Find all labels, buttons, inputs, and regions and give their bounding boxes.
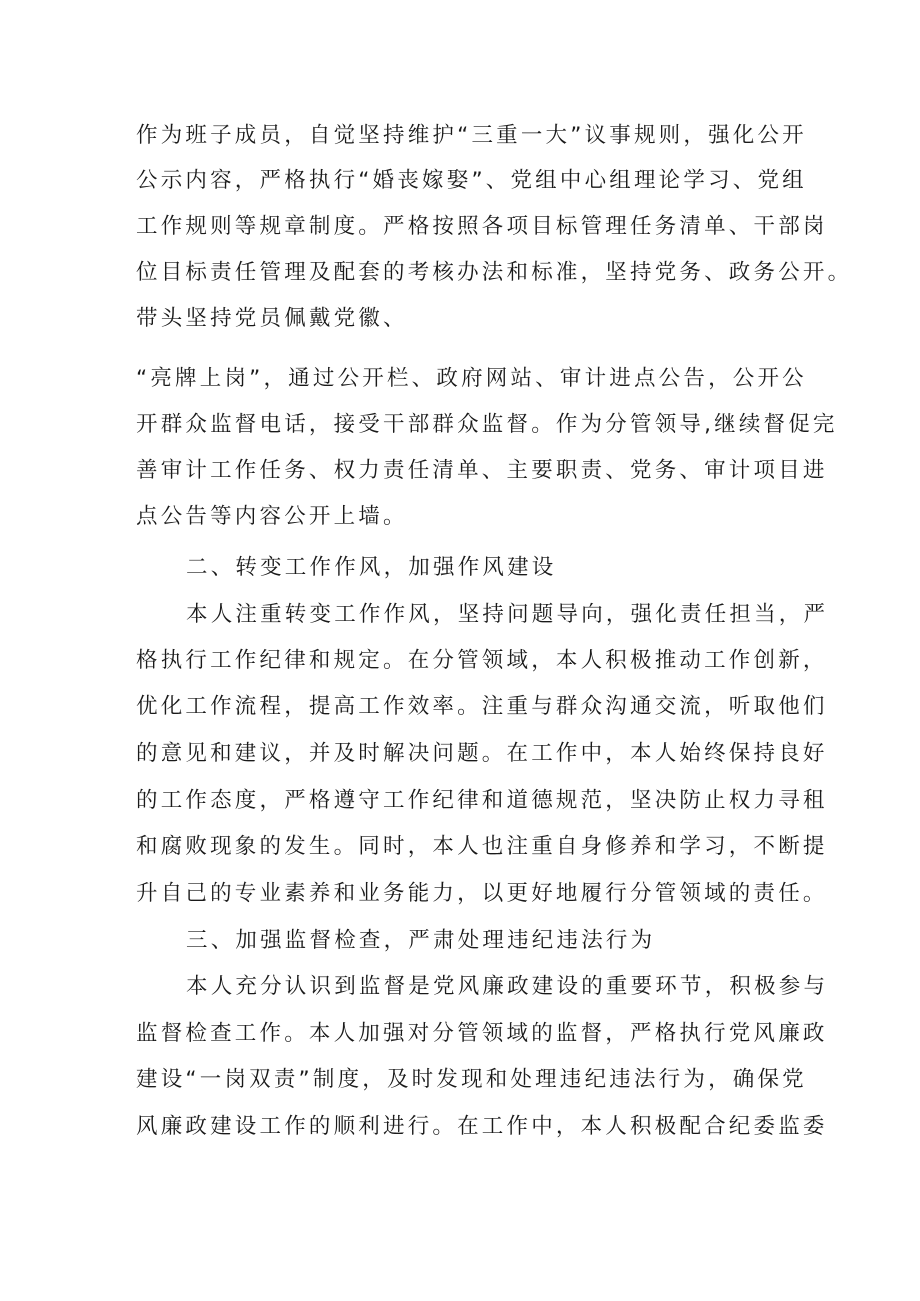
text-line: 建设“一岗双责”制度，及时发现和处理违纪违法行为，确保党 xyxy=(136,1067,807,1092)
text-line: 公示内容，严格执行“婚丧嫁娶”、党组中心组理论学习、党组 xyxy=(136,168,807,193)
text-line: 监督检查工作。本人加强对分管领域的监督，严格执行党风廉政 xyxy=(136,1021,828,1046)
text-line: 风廉政建设工作的顺利进行。在工作中，本人积极配合纪委监委 xyxy=(136,1114,828,1139)
text-line: 点公告等内容公开上墙。 xyxy=(136,504,408,529)
text-line: 开群众监督电话，接受干部群众监督。作为分管领导,继续督促完 xyxy=(136,412,838,437)
text-line: 优化工作流程，提高工作效率。注重与群众沟通交流，听取他们 xyxy=(136,694,828,719)
text-line: 作为班子成员，自觉坚持维护“三重一大”议事规则，强化公开 xyxy=(136,123,807,148)
text-line: 的意见和建议，并及时解决问题。在工作中，本人始终保持良好 xyxy=(136,741,828,766)
text-line: 带头坚持党员佩戴党徽、 xyxy=(136,306,408,331)
text-line: 本人注重转变工作作风，坚持问题导向，强化责任担当，严 xyxy=(186,602,829,627)
section-heading: 三、加强监督检查，严肃处理违纪违法行为 xyxy=(186,928,656,953)
text-line: “亮牌上岗”，通过公开栏、政府网站、审计进点公告，公开公 xyxy=(136,366,807,391)
text-line: 工作规则等规章制度。严格按照各项目标管理任务清单、干部岗 xyxy=(136,214,828,239)
text-line: 的工作态度，严格遵守工作纪律和道德规范，坚决防止权力寻租 xyxy=(136,788,828,813)
text-line: 位目标责任管理及配套的考核办法和标准，坚持党务、政务公开。 xyxy=(136,260,853,285)
text-line: 和腐败现象的发生。同时，本人也注重自身修养和学习，不断提 xyxy=(136,834,828,859)
text-line: 本人充分认识到监督是党风廉政建设的重要环节，积极参与 xyxy=(186,974,829,999)
text-line: 善审计工作任务、权力责任清单、主要职责、党务、审计项目进 xyxy=(136,458,828,483)
text-line: 格执行工作纪律和规定。在分管领域，本人积极推动工作创新， xyxy=(136,648,828,673)
text-line: 升自己的专业素养和业务能力，以更好地履行分管领域的责任。 xyxy=(136,881,828,906)
section-heading: 二、转变工作作风，加强作风建设 xyxy=(186,555,557,580)
